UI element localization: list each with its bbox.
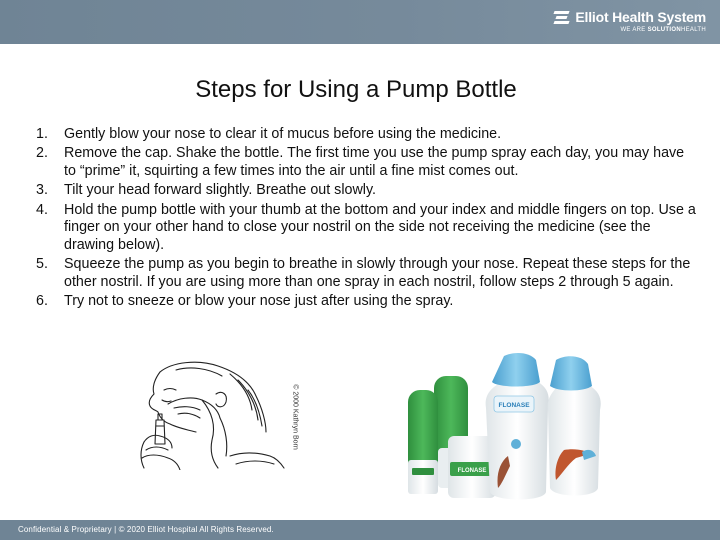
logo <box>554 9 706 33</box>
svg-text:FLONASE: FLONASE <box>498 402 530 409</box>
header-bar <box>0 0 720 44</box>
footer <box>0 512 720 540</box>
svg-text:FLONASE: FLONASE <box>457 468 487 474</box>
list-item: 4. Hold the pump bottle with your thumb at the bottom and your index and middle fingers on top. Use a finger on your other hand to close your nostril on the side not receiving the medicine (see the drawing below). <box>36 201 696 253</box>
list-item: 6. Try not to sneeze or blow your nose just after using the spray. <box>36 293 454 310</box>
steps-list <box>36 126 700 313</box>
list-item: 2. Remove the cap. Shake the bottle. The first time you use the pump spray each day, you may have to “prime” it, squirting a few times into the air until a fine mist comes out. <box>36 145 685 179</box>
list-item: 5. Squeeze the pump as you begin to breathe in slowly through your nose. Repeat these steps for the other nostril. If you are using more than one spray in each nostril, follow steps 2 through 5 again. <box>36 256 691 290</box>
logo-mark-icon <box>554 11 571 24</box>
footer-text: Confidential & Proprietary | © 2020 Elliot Hospital All Rights Reserved. <box>18 525 274 534</box>
drawing-credit: © 2000 Kathryn Born <box>291 384 299 450</box>
page-title: Steps for Using a Pump Bottle <box>195 76 517 103</box>
logo-tagline: WE ARE SOLUTIONHEALTH <box>620 27 706 33</box>
flonase-bottles-image <box>398 352 614 510</box>
list-item: 3. Tilt your head forward slightly. Breathe out slowly. <box>36 182 377 199</box>
list-item: 1. Gently blow your nose to clear it of mucus before using the medicine. <box>36 126 502 142</box>
logo-name: Elliot Health System <box>575 9 706 25</box>
nasal-spray-drawing <box>138 360 286 470</box>
